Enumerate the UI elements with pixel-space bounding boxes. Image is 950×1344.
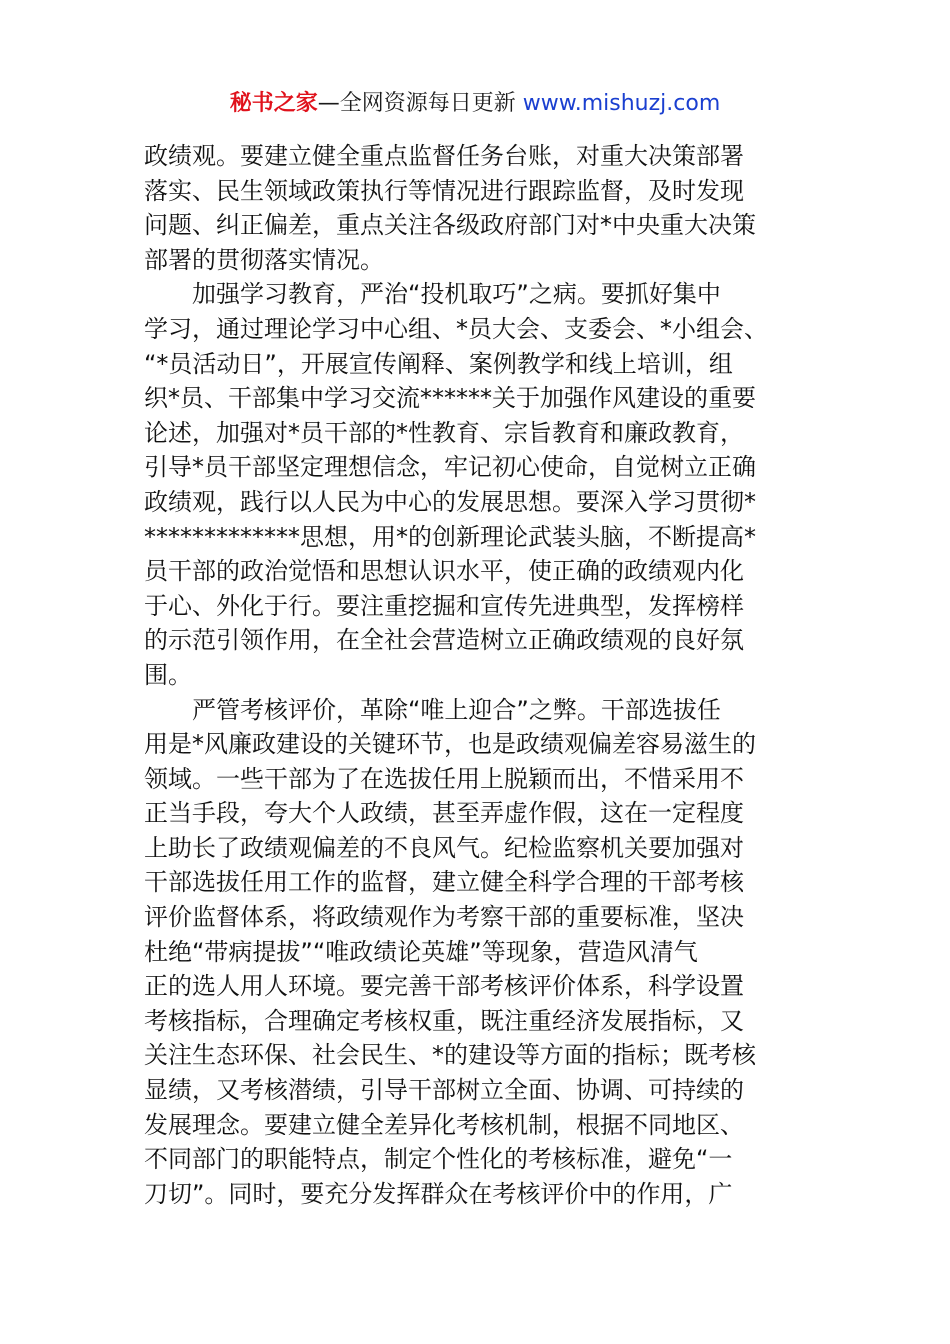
text-line: 刀切”。同时，要充分发挥群众在考核评价中的作用，广 (144, 1179, 733, 1208)
document-body (144, 139, 808, 1211)
text-line: 员干部的政治觉悟和思想认识水平，使正确的政绩观内化 (144, 557, 744, 586)
text-line: 关注生态环保、社会民生、*的建设等方面的指标；既考核 (144, 1041, 756, 1070)
text-line: 显绩，又考核潜绩，引导干部树立全面、协调、可持续的 (144, 1076, 744, 1105)
text-line: 部署的贯彻落实情况。 (144, 245, 384, 274)
header-tagline: —全网资源每日更新 (317, 91, 516, 116)
text-line: 的示范引领作用，在全社会营造树立正确政绩观的良好氛 (144, 626, 744, 655)
text-line: 用是*风廉政建设的关键环节，也是政绩观偏差容易滋生的 (144, 730, 756, 759)
text-line: 正的选人用人环境。要完善干部考核评价体系，科学设置 (144, 972, 744, 1001)
text-line: 围。 (144, 660, 192, 689)
text-line: 杜绝“带病提拔”“唯政绩论英雄”等现象，营造风清气 (144, 937, 698, 966)
text-line: 落实、民生领域政策执行等情况进行跟踪监督，及时发现 (144, 176, 744, 205)
text-line: 政绩观。要建立健全重点监督任务台账，对重大决策部署 (144, 142, 744, 170)
text-line: 织*员、干部集中学习交流******关于加强作风建设的重要 (144, 384, 756, 413)
text-line: 于心、外化于行。要注重挖掘和宣传先进典型，发挥榜样 (144, 591, 744, 620)
text-line: *************思想，用*的创新理论武装头脑，不断提高* (144, 522, 756, 551)
page-header (0, 88, 950, 120)
text-line: 发展理念。要建立健全差异化考核机制，根据不同地区、 (144, 1110, 744, 1139)
text-line: 不同部门的职能特点，制定个性化的考核标准，避免“一 (144, 1145, 733, 1174)
text-line: 论述，加强对*员干部的*性教育、宗旨教育和廉政教育， (144, 418, 744, 447)
text-line: 严管考核评价，革除“唯上迎合”之弊。干部选拔任 (192, 695, 721, 724)
text-line: 评价监督体系，将政绩观作为考察干部的重要标准，坚决 (144, 903, 744, 932)
header-site-link[interactable]: www.mishuzj.com (522, 91, 721, 116)
text-line: 干部选拔任用工作的监督，建立健全科学合理的干部考核 (144, 868, 744, 897)
text-line: 正当手段，夸大个人政绩，甚至弄虚作假，这在一定程度 (144, 799, 744, 828)
text-line: 上助长了政绩观偏差的不良风气。纪检监察机关要加强对 (144, 833, 744, 862)
text-line: 学习，通过理论学习中心组、*员大会、支委会、*小组会、 (144, 314, 768, 343)
text-line: 加强学习教育，严治“投机取巧”之病。要抓好集中 (192, 280, 721, 309)
text-line: 考核指标，合理确定考核权重，既注重经济发展指标，又 (144, 1006, 744, 1035)
text-line: 问题、纠正偏差，重点关注各级政府部门对*中央重大决策 (144, 211, 756, 240)
header-brand: 秘书之家 (229, 91, 318, 116)
text-line: 政绩观，践行以人民为中心的发展思想。要深入学习贯彻* (144, 487, 756, 516)
text-line: 引导*员干部坚定理想信念，牢记初心使命，自觉树立正确 (144, 453, 756, 482)
text-line: “*员活动日”，开展宣传阐释、案例教学和线上培训，组 (144, 349, 733, 378)
text-line: 领域。一些干部为了在选拔任用上脱颖而出，不惜采用不 (144, 764, 744, 793)
